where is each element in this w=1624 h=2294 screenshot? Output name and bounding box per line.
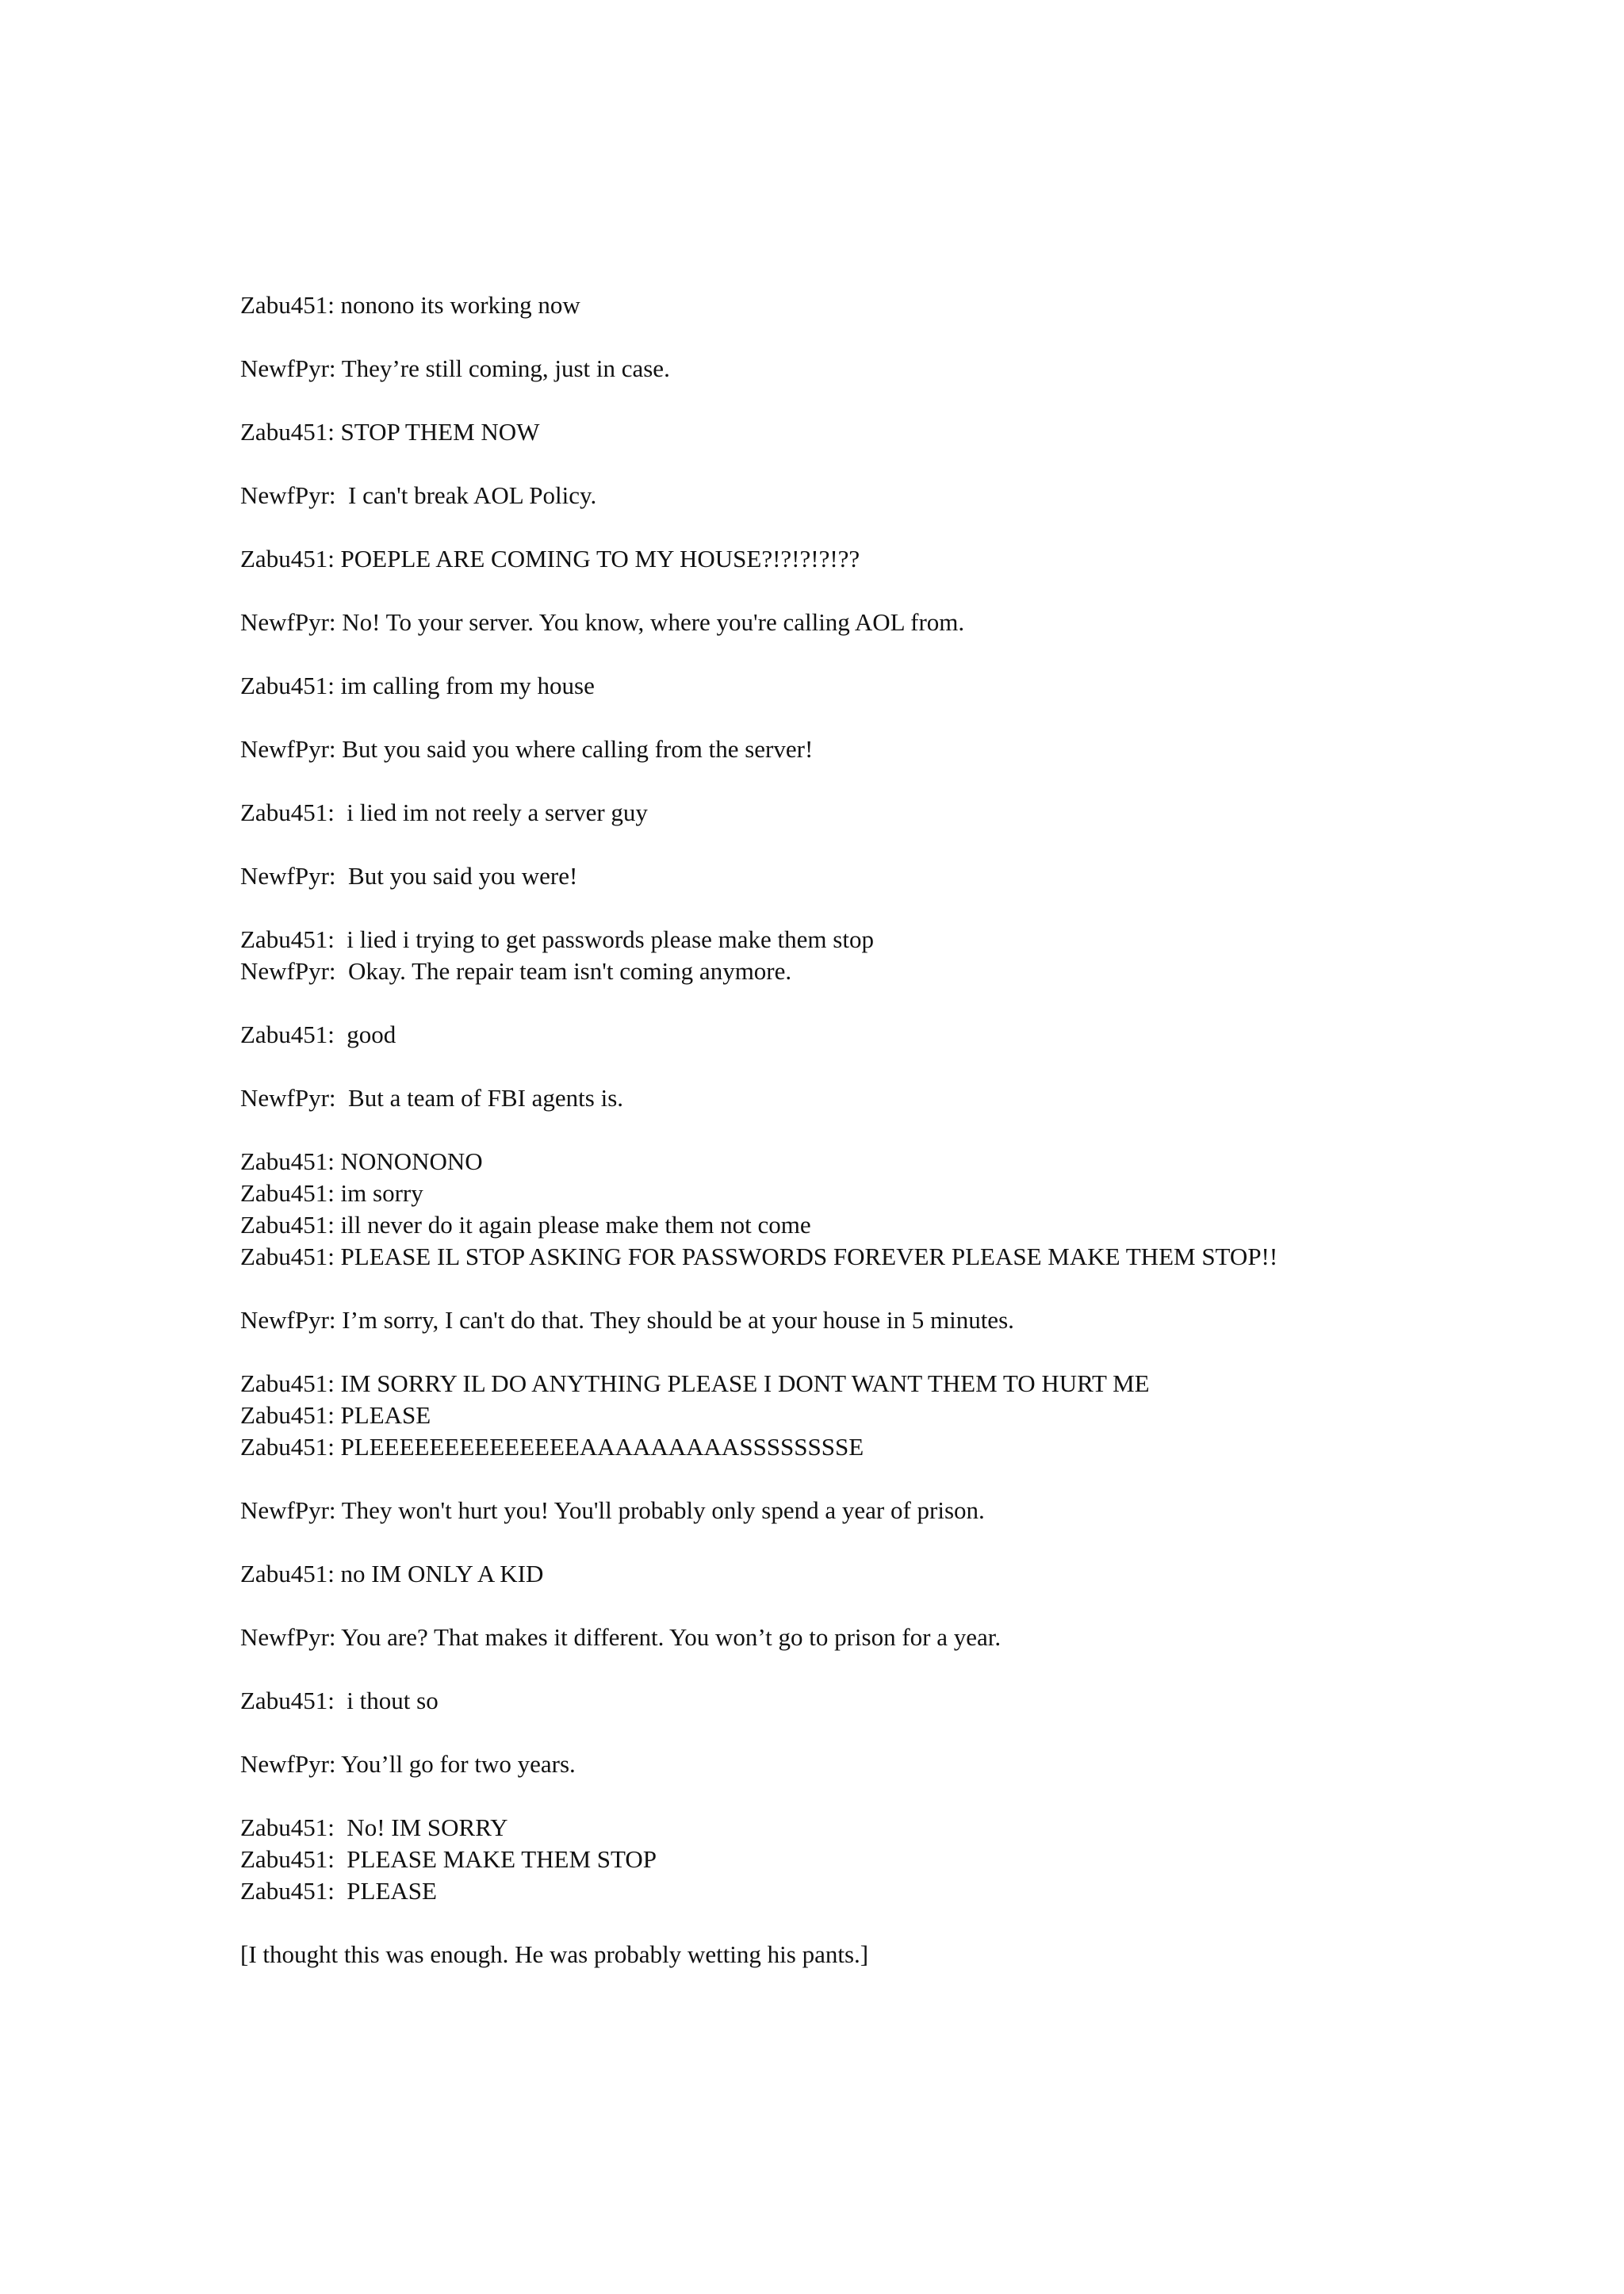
paragraph-gap <box>240 385 1477 416</box>
paragraph-gap <box>240 448 1477 480</box>
paragraph-gap <box>240 765 1477 797</box>
chat-line: Zabu451: STOP THEM NOW <box>240 418 540 446</box>
chat-line: Zabu451: good <box>240 1021 396 1048</box>
chat-line: NewfPyr: But you said you were! <box>240 862 578 890</box>
paragraph-gap <box>240 1051 1477 1082</box>
chat-transcript <box>240 289 1477 1970</box>
paragraph-gap <box>240 892 1477 924</box>
paragraph-gap <box>240 575 1477 607</box>
paragraph-gap <box>240 1590 1477 1622</box>
chat-line: NewfPyr: They’re still coming, just in case. <box>240 354 670 382</box>
paragraph-gap <box>240 1114 1477 1146</box>
chat-line: Zabu451: NONONONO <box>240 1147 483 1175</box>
paragraph-gap <box>240 1907 1477 1939</box>
chat-line: NewfPyr: Okay. The repair team isn't coming anymore. <box>240 957 792 985</box>
chat-line: Zabu451: PLEASE <box>240 1877 437 1905</box>
chat-line: Zabu451: no IM ONLY A KID <box>240 1560 544 1587</box>
chat-line: Zabu451: im calling from my house <box>240 672 595 699</box>
chat-line: Zabu451: ill never do it again please make them not come <box>240 1211 811 1239</box>
chat-line: Zabu451: nonono its working now <box>240 291 580 319</box>
chat-line: NewfPyr: You’ll go for two years. <box>240 1750 576 1778</box>
paragraph-gap <box>240 702 1477 733</box>
chat-line: Zabu451: i lied i trying to get passwords please make them stop <box>240 925 874 953</box>
chat-line: Zabu451: IM SORRY IL DO ANYTHING PLEASE I DONT WANT THEM TO HURT ME <box>240 1369 1150 1397</box>
chat-line: Zabu451: im sorry <box>240 1179 423 1207</box>
paragraph-gap <box>240 829 1477 860</box>
paragraph-gap <box>240 511 1477 543</box>
chat-line: NewfPyr: You are? That makes it different. You won’t go to prison for a year. <box>240 1623 1002 1651</box>
chat-line: NewfPyr: I’m sorry, I can't do that. They should be at your house in 5 minutes. <box>240 1306 1014 1334</box>
chat-line: NewfPyr: But you said you where calling from the server! <box>240 735 814 763</box>
paragraph-gap <box>240 987 1477 1019</box>
paragraph-gap <box>240 1526 1477 1558</box>
paragraph-gap <box>240 1653 1477 1685</box>
paragraph-gap <box>240 321 1477 353</box>
paragraph-gap <box>240 1717 1477 1748</box>
paragraph-gap <box>240 638 1477 670</box>
paragraph-gap <box>240 1463 1477 1495</box>
chat-line: Zabu451: PLEEEEEEEEEEEEEEAAAAAAAAASSSSSSSSE <box>240 1433 864 1461</box>
chat-line: NewfPyr: But a team of FBI agents is. <box>240 1084 624 1112</box>
chat-line: [I thought this was enough. He was probably wetting his pants.] <box>240 1940 869 1968</box>
chat-line: Zabu451: i lied im not reely a server guy <box>240 798 648 826</box>
chat-line: Zabu451: PLEASE <box>240 1401 431 1429</box>
chat-line: Zabu451: POEPLE ARE COMING TO MY HOUSE?!?!?!?!?? <box>240 545 860 573</box>
chat-line: Zabu451: No! IM SORRY <box>240 1813 508 1841</box>
paragraph-gap <box>240 1780 1477 1812</box>
paragraph-gap <box>240 1336 1477 1368</box>
paragraph-gap <box>240 1273 1477 1304</box>
chat-line: Zabu451: PLEASE IL STOP ASKING FOR PASSWORDS FOREVER PLEASE MAKE THEM STOP!! <box>240 1243 1278 1270</box>
chat-line: NewfPyr: They won't hurt you! You'll probably only spend a year of prison. <box>240 1496 985 1524</box>
chat-line: NewfPyr: No! To your server. You know, where you're calling AOL from. <box>240 608 965 636</box>
chat-line: Zabu451: PLEASE MAKE THEM STOP <box>240 1845 657 1873</box>
chat-line: Zabu451: i thout so <box>240 1687 439 1714</box>
chat-line: NewfPyr: I can't break AOL Policy. <box>240 481 597 509</box>
